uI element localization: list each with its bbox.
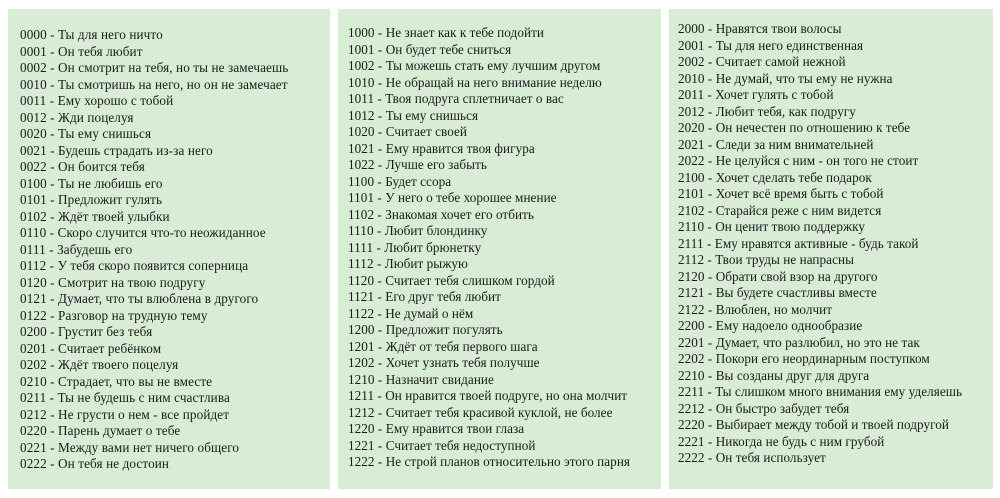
- list-item: 2010 - Не думай, что ты ему не нужна: [678, 70, 893, 86]
- list-item: 2020 - Он нечестен по отношению к тебе: [678, 120, 911, 135]
- meaning-list: [20, 27, 330, 473]
- list-item: 2211 - Ты слишком много внимания ему уделяешь: [678, 384, 963, 399]
- list-item: 0112 - У тебя скоро появится соперница: [20, 258, 249, 273]
- list-item: 2121 - Вы будете счастливы вместе: [678, 285, 877, 300]
- list-item: 1001 - Он будет тебе сниться: [348, 41, 512, 57]
- list-item: 1020 - Считает своей: [348, 124, 468, 139]
- list-item: 1011 - Твоя подруга сплетничает о вас: [348, 91, 564, 106]
- list-item: 0100 - Ты не любишь его: [20, 175, 163, 191]
- list-item: 2212 - Он быстро забудет тебя: [678, 400, 850, 416]
- list-item: 2002 - Считает самой нежной: [678, 54, 846, 69]
- list-item: 1202 - Хочет узнать тебя получше: [348, 355, 540, 370]
- list-item: 0211 - Ты не будешь с ним счастлива: [20, 390, 230, 405]
- list-item: 1101 - У него о тебе хорошее мнение: [348, 190, 557, 205]
- meaning-list: [678, 21, 993, 467]
- list-item: 2111 - Ему нравятся активные - будь такой: [678, 235, 919, 251]
- list-item: 2200 - Ему надоело однообразие: [678, 318, 863, 333]
- list-item: 2221 - Никогда не будь с ним грубой: [678, 433, 885, 449]
- list-item: 2021 - Следи за ним внимательней: [678, 136, 874, 152]
- list-item: 1200 - Предложит погулять: [348, 322, 503, 337]
- list-item: 2000 - Нравятся твои волосы: [678, 21, 842, 36]
- list-item: 2101 - Хочет всё время быть с тобой: [678, 186, 884, 201]
- list-item: 0102 - Ждёт твоей улыбки: [20, 208, 170, 224]
- list-item: 0221 - Между вами нет ничего общего: [20, 439, 240, 455]
- list-item: 2110 - Он ценит твою поддержку: [678, 219, 866, 234]
- list-item: 0120 - Смотрит на твою подругу: [20, 274, 206, 290]
- list-item: 1100 - Будет ссора: [348, 173, 452, 189]
- list-item: 1112 - Любит рыжую: [348, 256, 468, 271]
- list-item: 1121 - Его друг тебя любит: [348, 289, 501, 304]
- list-item: 0000 - Ты для него ничто: [20, 27, 163, 42]
- list-item: 1211 - Он нравится твоей подруге, но она молчит: [348, 388, 628, 403]
- column-0xxx: [8, 9, 330, 489]
- list-item: 1122 - Не думай о нём: [348, 305, 474, 321]
- list-item: 2011 - Хочет гулять с тобой: [678, 87, 834, 102]
- list-item: 1201 - Ждёт от тебя первого шага: [348, 338, 538, 354]
- column-1xxx: [338, 9, 661, 489]
- list-item: 0001 - Он тебя любит: [20, 43, 143, 59]
- list-item: 2100 - Хочет сделать тебе подарок: [678, 169, 872, 185]
- list-item: 0210 - Страдает, что вы не вместе: [20, 373, 213, 389]
- list-item: 1212 - Считает тебя красивой куклой, не более: [348, 404, 613, 420]
- list-item: 1120 - Считает тебя слишком гордой: [348, 272, 555, 288]
- list-item: 1111 - Любит брюнетку: [348, 239, 482, 255]
- list-item: 2120 - Обрати свой взор на другого: [678, 268, 878, 284]
- list-item: 1220 - Ему нравится твои глаза: [348, 421, 525, 436]
- list-item: 0202 - Ждёт твоего поцелуя: [20, 357, 179, 372]
- list-item: 2202 - Покори его неординарным поступком: [678, 351, 930, 366]
- list-item: 0200 - Грустит без тебя: [20, 324, 153, 339]
- list-item: 2112 - Твои труды не напрасны: [678, 252, 854, 267]
- column-2xxx: [669, 9, 993, 489]
- list-item: 0022 - Он боится тебя: [20, 159, 145, 174]
- list-item: 1022 - Лучше его забыть: [348, 157, 487, 172]
- list-item: 2222 - Он тебя использует: [678, 450, 826, 465]
- list-item: 2201 - Думает, что разлюбил, но это не так: [678, 334, 920, 350]
- list-item: 1221 - Считает тебя недоступной: [348, 437, 536, 453]
- list-item: 1222 - Не строй планов относительно этого парня: [348, 454, 631, 469]
- list-item: 0012 - Жди поцелуя: [20, 109, 134, 125]
- list-item: 0222 - Он тебя не достоин: [20, 456, 170, 471]
- list-item: 0201 - Считает ребёнком: [20, 340, 162, 356]
- list-item: 1021 - Ему нравится твоя фигура: [348, 140, 535, 156]
- list-item: 2001 - Ты для него единственная: [678, 37, 864, 53]
- list-item: 0122 - Разговор на трудную тему: [20, 307, 208, 323]
- list-item: 2220 - Выбирает между тобой и твоей подругой: [678, 417, 950, 432]
- list-item: 0111 - Забудешь его: [20, 241, 133, 257]
- list-item: 1110 - Любит блондинку: [348, 223, 488, 238]
- list-item: 1010 - Не обращай на него внимание неделю: [348, 74, 602, 90]
- list-item: 2102 - Старайся реже с ним видется: [678, 202, 882, 218]
- list-item: 2022 - Не целуйся с ним - он того не стоит: [678, 153, 919, 168]
- list-item: 0110 - Скоро случится что-то неожиданное: [20, 225, 266, 240]
- list-item: 0212 - Не грусти о нем - все пройдет: [20, 406, 230, 422]
- list-item: 1000 - Не знает как к тебе подойти: [348, 25, 544, 40]
- list-item: 0101 - Предложит гулять: [20, 192, 163, 207]
- list-item: 2122 - Влюблен, но молчит: [678, 301, 833, 317]
- list-item: 1012 - Ты ему снишься: [348, 107, 479, 123]
- list-item: 1210 - Назначит свидание: [348, 371, 494, 387]
- list-item: 0121 - Думает, что ты влюблена в другого: [20, 291, 259, 306]
- list-item: 1102 - Знакомая хочет его отбить: [348, 206, 534, 222]
- list-item: 0002 - Он смотрит на тебя, но ты не замечаешь: [20, 60, 289, 75]
- list-item: 2012 - Любит тебя, как подругу: [678, 103, 856, 119]
- list-item: 2210 - Вы созданы друг для друга: [678, 367, 870, 383]
- meaning-list: [348, 25, 661, 471]
- list-item: 0010 - Ты смотришь на него, но он не замечает: [20, 76, 288, 92]
- list-item: 0220 - Парень думает о тебе: [20, 423, 181, 438]
- list-item: 0011 - Ему хорошо с тобой: [20, 93, 174, 108]
- list-item: 0021 - Будешь страдать из-за него: [20, 142, 213, 158]
- list-item: 1002 - Ты можешь стать ему лучшим другом: [348, 58, 601, 73]
- list-item: 0020 - Ты ему снишься: [20, 126, 152, 141]
